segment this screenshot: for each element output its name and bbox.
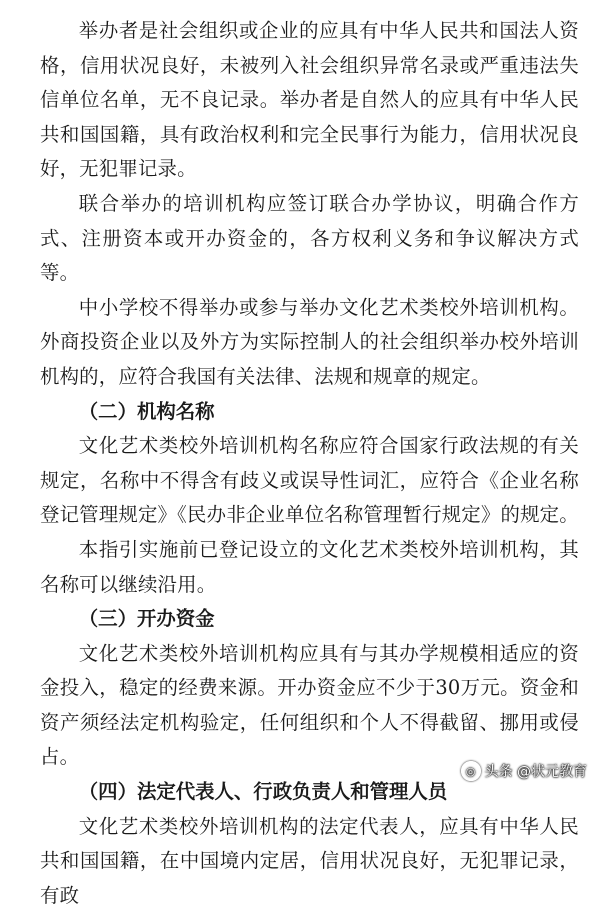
camera-logo-icon: ◎ [461,761,481,781]
watermark [461,761,587,781]
paragraph-legal-representative: 文化艺术类校外培训机构的法定代表人，应具有中华人民共和国国籍，在中国境内定居，信用状况良好，无犯罪记录，有政 [40,814,579,907]
paragraph-name-continuation: 本指引实施前已登记设立的文化艺术类校外培训机构，其名称可以继续沿用。 [40,537,579,596]
section-heading-start-up-funds: （三）开办资金 [78,607,215,631]
section-heading-institution-name: （二）机构名称 [78,399,215,423]
paragraph-funds-rules: 文化艺术类校外培训机构应具有与其办学规模相适应的资金投入，稳定的经费来源。开办资金应不少于30万元。资金和资产须经法定机构验定，任何组织和个人不得截留、挪用或侵占。 [40,641,579,769]
paragraph-joint-organization: 联合举办的培训机构应签订联合办学协议，明确合作方式、注册资本或开办资金的，各方权利义务和争议解决方式等。 [40,191,579,285]
paragraph-name-rules: 文化艺术类校外培训机构名称应符合国家行政法规的有关规定，名称中不得含有歧义或误导性词汇，应符合《企业名称登记管理规定》《民办非企业单位名称管理暂行规定》的规定。 [40,434,579,527]
paragraph-school-restrictions: 中小学校不得举办或参与举办文化艺术类校外培训机构。外商投资企业以及外方为实际控制人的社会组织举办校外培训机构的，应符合我国有关法律、法规和规章的规定。 [40,295,579,388]
section-heading-legal-representative: （四）法定代表人、行政负责人和管理人员 [78,780,448,804]
watermark-text: 头条 @状元教育 [484,764,587,780]
paragraph-organizer-qualifications: 举办者是社会组织或企业的应具有中华人民共和国法人资格，信用状况良好，未被列入社会组织异常名录或严重违法失信单位名单，无不良记录。举办者是自然人的应具有中华人民共和国国籍，具有政治权利和完全民事行为能力，信用状况良好，无犯罪记录。 [40,19,579,181]
